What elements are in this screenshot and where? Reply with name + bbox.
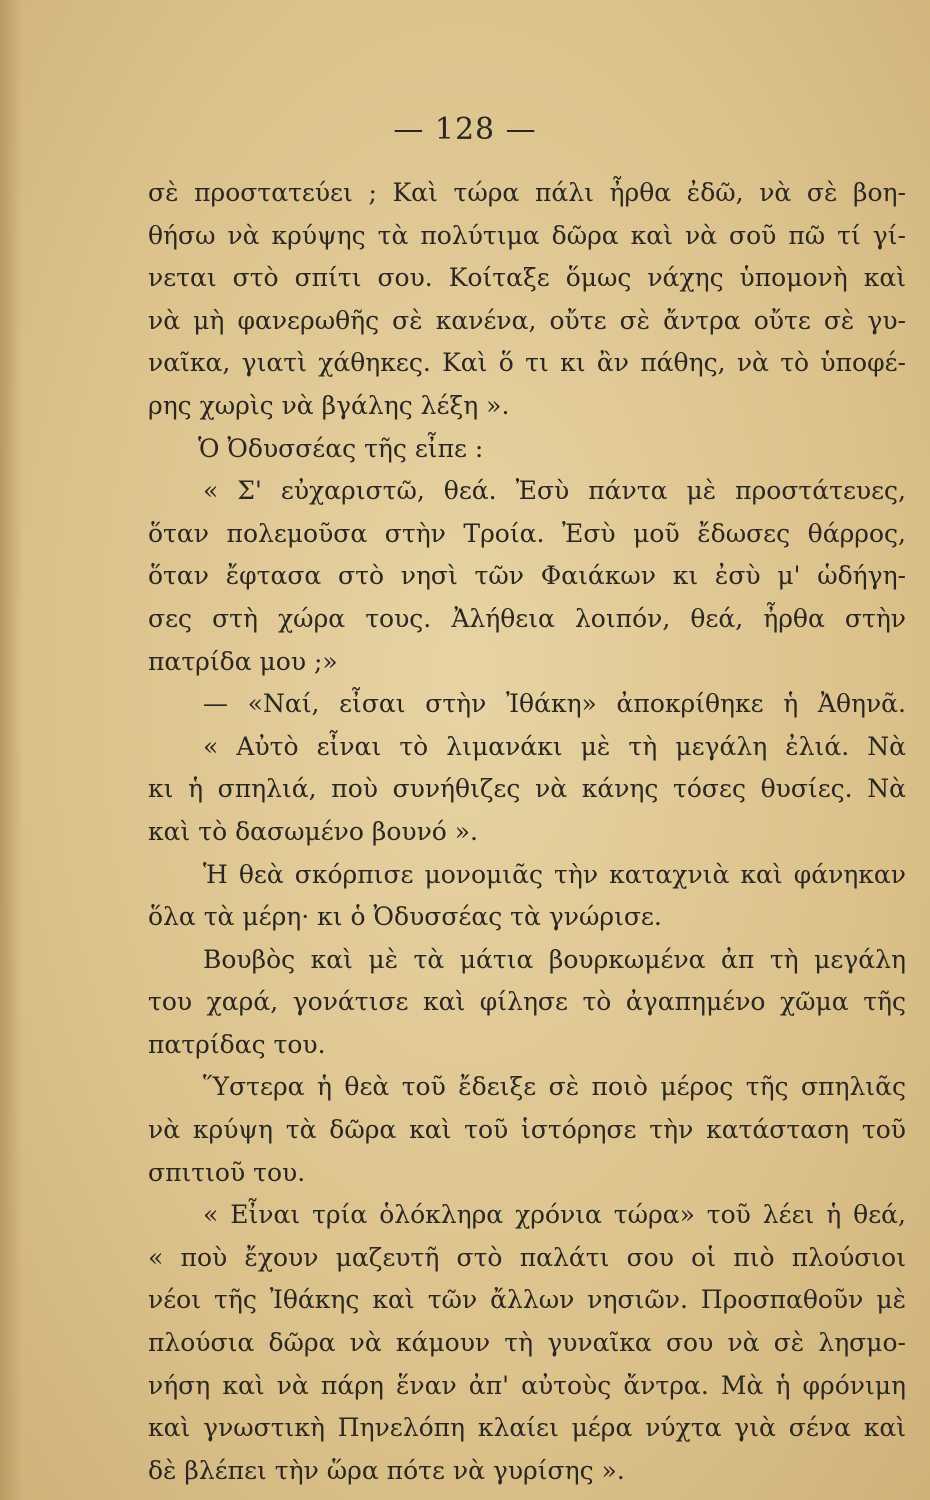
- body-text: [148, 172, 906, 1492]
- text-line: Βουβὸς καὶ μὲ τὰ μάτια βουρκωμένα ἀπ τὴ μεγάλη: [203, 944, 906, 974]
- text-line: « Εἶναι τρία ὁλόκληρα χρόνια τώρα» τοῦ λέει ἡ θεά,: [203, 1200, 906, 1230]
- text-line: πατρίδας του.: [148, 1029, 326, 1059]
- text-line: ρης χωρὶς νὰ βγάλης λέξη ».: [148, 390, 510, 420]
- text-line: σπιτιοῦ του.: [148, 1157, 306, 1187]
- text-line: σες στὴ χώρα τους. Ἀλήθεια λοιπόν, θεά, ἦρθα στὴν: [148, 603, 906, 633]
- text-line: — «Ναί, εἶσαι στὴν Ἰθάκη» ἀποκρίθηκε ἡ Ἀθηνᾶ.: [203, 689, 906, 719]
- text-line: καὶ γνωστικὴ Πηνελόπη κλαίει μέρα νύχτα γιὰ σένα καὶ: [148, 1413, 906, 1443]
- text-line: « Σ' εὐχαριστῶ, θεά. Ἐσὺ πάντα μὲ προστάτευες,: [203, 476, 906, 506]
- text-line: νεται στὸ σπίτι σου. Κοίταξε ὅμως νάχης ὑπομονὴ καὶ: [148, 263, 906, 293]
- text-line: του χαρά, γονάτισε καὶ φίλησε τὸ ἀγαπημένο χῶμα τῆς: [148, 987, 906, 1017]
- text-line: σὲ προστατεύει ; Καὶ τώρα πάλι ἦρθα ἐδῶ, νὰ σὲ βοη-: [148, 178, 906, 207]
- text-line: ναῖκα, γιατὶ χάθηκες. Καὶ ὅ τι κι ἂν πάθης, νὰ τὸ ὑποφέ-: [148, 348, 906, 378]
- text-line: ὅλα τὰ μέρη· κι ὁ Ὀδυσσέας τὰ γνώρισε.: [148, 902, 662, 932]
- text-line: θήσω νὰ κρύψης τὰ πολύτιμα δῶρα καὶ νὰ σοῦ πῶ τί γί-: [148, 220, 906, 250]
- text-line: δὲ βλέπει τὴν ὥρα πότε νὰ γυρίσης ».: [148, 1455, 625, 1485]
- text-line: νὰ μὴ φανερωθῆς σὲ κανένα, οὔτε σὲ ἄντρα οὔτε σὲ γυ-: [148, 305, 906, 335]
- text-line: Ἡ θεὰ σκόρπισε μονομιᾶς τὴν καταχνιὰ καὶ φάνηκαν: [203, 859, 906, 889]
- text-line: νέοι τῆς Ἰθάκης καὶ τῶν ἄλλων νησιῶν. Προσπαθοῦν μὲ: [148, 1285, 906, 1315]
- text-line: ὅταν πολεμοῦσα στὴν Τροία. Ἐσὺ μοῦ ἔδωσες θάρρος,: [148, 518, 906, 548]
- text-line: πλούσια δῶρα νὰ κάμουν τὴ γυναῖκα σου νὰ σὲ λησμο-: [148, 1328, 906, 1358]
- text-line: ὅταν ἔφτασα στὸ νησὶ τῶν Φαιάκων κι ἐσὺ μ' ὡδήγη-: [148, 561, 906, 591]
- text-line: καὶ τὸ δασωμένο βουνό ».: [148, 816, 479, 846]
- text-line: Ὕστερα ἡ θεὰ τοῦ ἔδειξε σὲ ποιὸ μέρος τῆς σπηλιᾶς: [203, 1072, 906, 1102]
- text-line: κι ἡ σπηλιά, ποὺ συνήθιζες νὰ κάνης τόσες θυσίες. Νὰ: [148, 774, 906, 804]
- text-line: νὰ κρύψη τὰ δῶρα καὶ τοῦ ἱστόρησε τὴν κατάσταση τοῦ: [148, 1115, 906, 1145]
- page-number: — 128 —: [393, 112, 537, 147]
- text-line: Ὁ Ὀδυσσέας τῆς εἶπε :: [198, 433, 484, 463]
- text-line: νήση καὶ νὰ πάρη ἕναν ἀπ' αὐτοὺς ἄντρα. Μὰ ἡ φρόνιμη: [148, 1370, 906, 1400]
- text-line: πατρίδα μου ;»: [148, 646, 338, 676]
- text-line: « ποὺ ἔχουν μαζευτῆ στὸ παλάτι σου οἱ πιὸ πλούσιοι: [148, 1242, 906, 1272]
- text-line: « Αὐτὸ εἶναι τὸ λιμανάκι μὲ τὴ μεγάλη ἐλιά. Νὰ: [203, 731, 906, 761]
